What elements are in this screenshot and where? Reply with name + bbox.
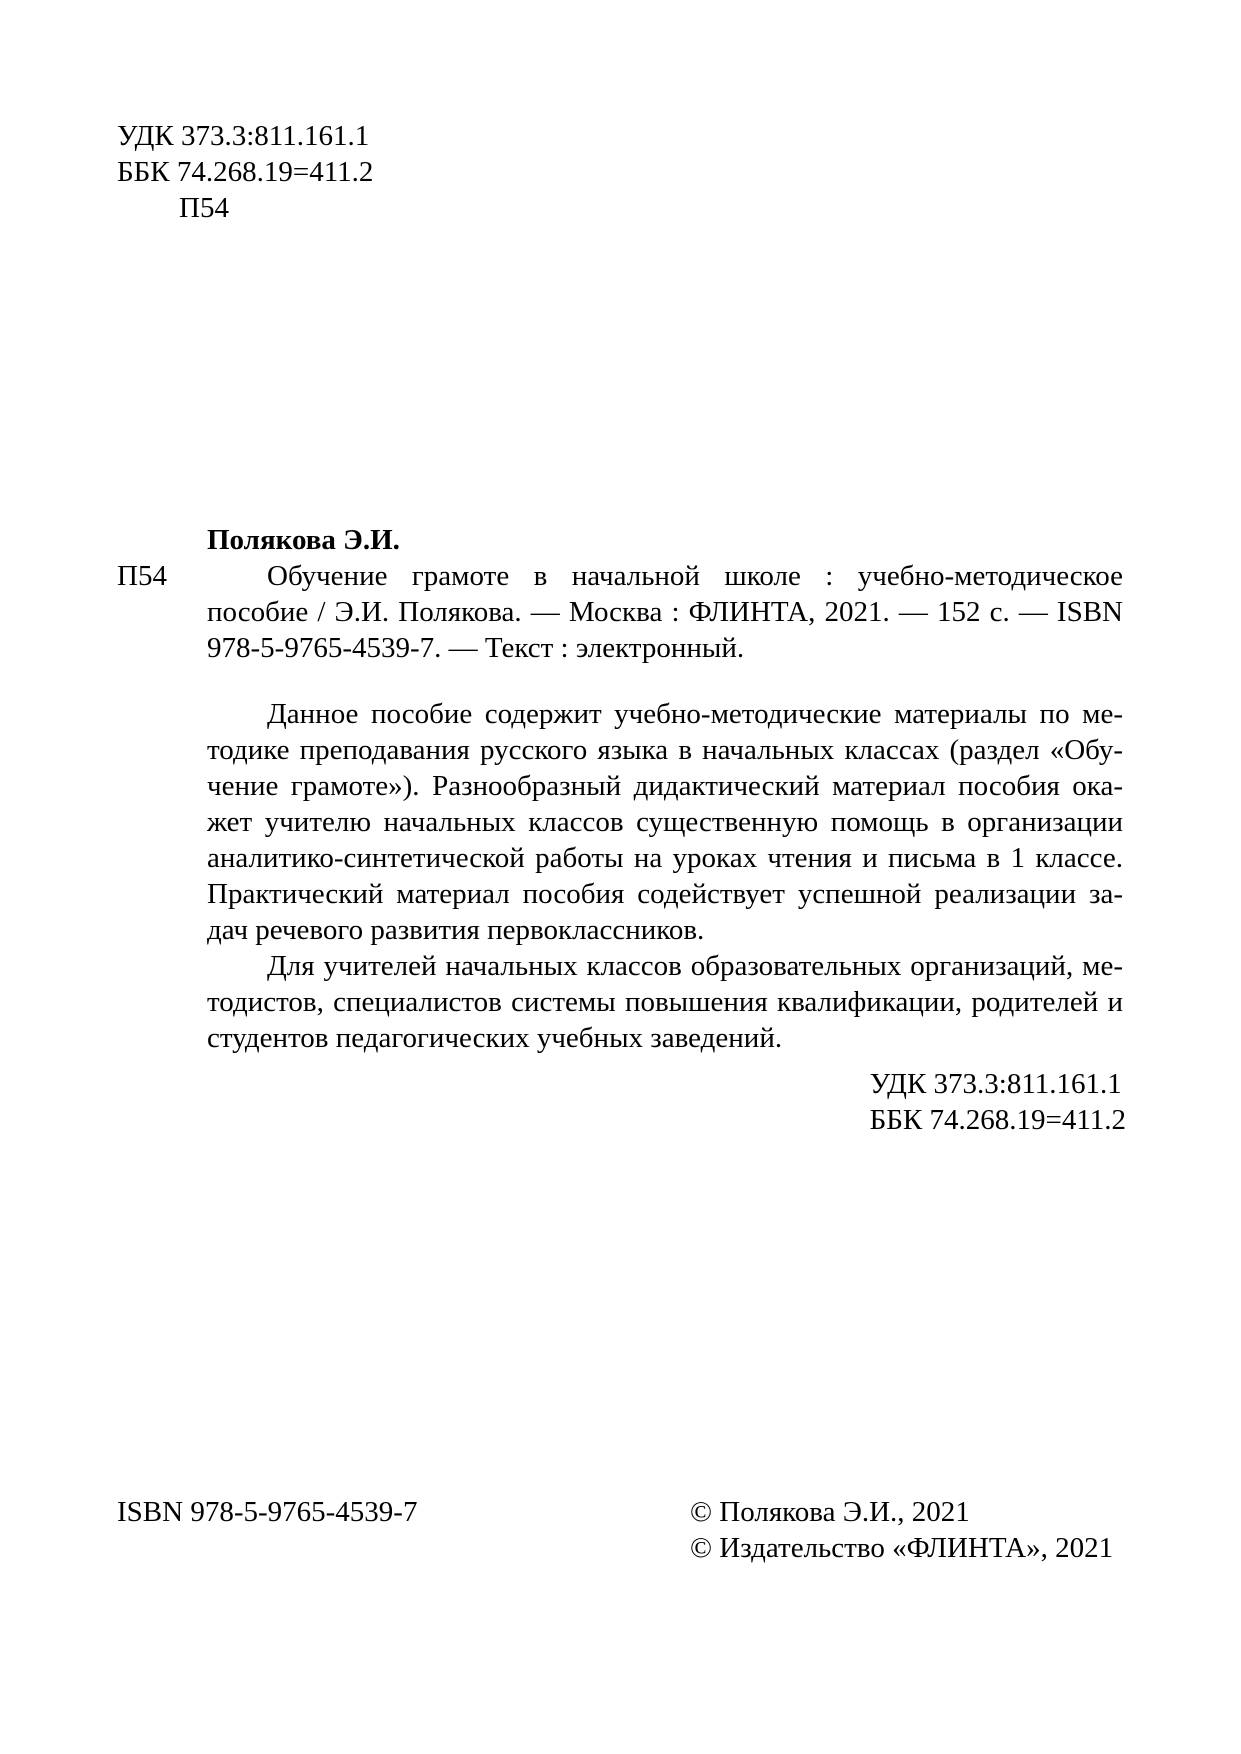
author-mark: П54 [179, 192, 229, 224]
author-heading: Полякова Э.И. [207, 524, 400, 556]
annotation-line: студентов педагогических учебных заведений. [207, 1022, 783, 1054]
copyright-block [690, 1494, 1113, 1566]
bibliographic-description [207, 558, 1123, 666]
biblio-line: 978-5-9765-4539-7. — Текст : электронный. [207, 632, 745, 664]
annotation-line: тодике преподавания русского языка в начальных классах (раздел «Обу- [207, 734, 1123, 766]
annotation-line: Для учителей начальных классов образовательных организаций, ме- [267, 950, 1123, 982]
udk-code: УДК 373.3:811.161.1 [117, 120, 370, 152]
classification-block-bottom [870, 1066, 1126, 1138]
annotation-line: аналитико-синтетической работы на уроках чтения и письма в 1 классе. [207, 842, 1123, 874]
biblio-line: пособие / Э.И. Полякова. — Москва : ФЛИНТА, 2021. — 152 с. — ISBN [207, 596, 1123, 628]
copyright-author: © Полякова Э.И., 2021 [690, 1496, 970, 1528]
isbn: ISBN 978-5-9765-4539-7 [117, 1496, 418, 1528]
bbk-code: ББК 74.268.19=411.2 [869, 1104, 1126, 1136]
annotation-line: тодистов, специалистов системы повышения квалификации, родителей и [207, 986, 1123, 1018]
udk-code: УДК 373.3:811.161.1 [869, 1068, 1122, 1100]
annotation-line: Практический материал пособия содействует успешной реализации за- [207, 878, 1123, 910]
annotation-line: Данное пособие содержит учебно-методические материалы по ме- [267, 698, 1123, 730]
annotation-line: жет учителю начальных классов существенную помощь в организации [207, 806, 1123, 838]
annotation [207, 696, 1123, 1056]
classification-block-top [117, 118, 373, 226]
copyright-publisher: © Издательство «ФЛИНТА», 2021 [690, 1532, 1114, 1564]
biblio-line: Обучение грамоте в начальной школе : учебно-методическое [267, 560, 1123, 592]
author-mark-side: П54 [117, 560, 167, 592]
annotation-line: чение грамоте»). Разнообразный дидактический материал пособия ока- [207, 770, 1123, 802]
bbk-code: ББК 74.268.19=411.2 [117, 156, 374, 188]
annotation-line: дач речевого развития первоклассников. [207, 914, 705, 946]
